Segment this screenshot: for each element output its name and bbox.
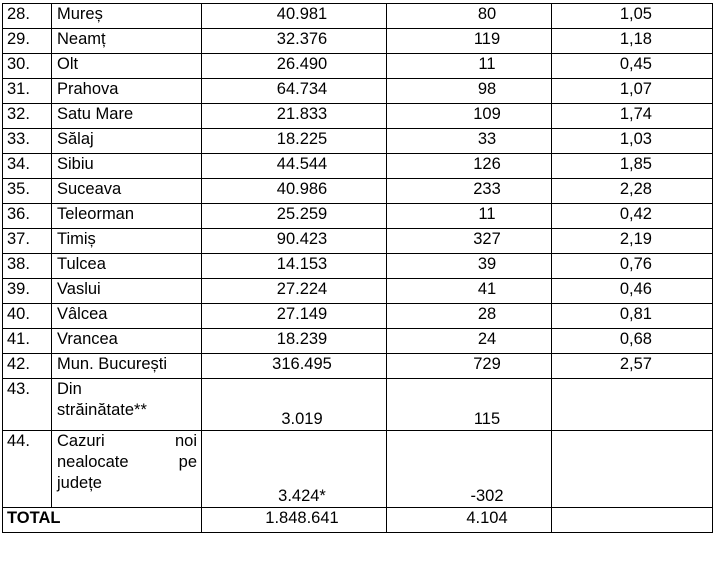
new-cases: 11 (387, 54, 552, 79)
new-cases: 126 (387, 154, 552, 179)
total-label: TOTAL (3, 508, 202, 533)
table-row (3, 104, 713, 129)
row-number: 41. (3, 329, 52, 354)
incidence-rate: 0,42 (552, 204, 713, 229)
table-row (3, 329, 713, 354)
total-cases: 40.986 (202, 179, 387, 204)
row-number: 30. (3, 54, 52, 79)
total-new-cases-sum: 4.104 (387, 508, 552, 533)
total-cases: 27.149 (202, 304, 387, 329)
total-cases: 44.544 (202, 154, 387, 179)
word: noi (174, 432, 197, 450)
new-cases: 33 (387, 129, 552, 154)
county-cases-table (2, 3, 713, 533)
total-cases: 26.490 (202, 54, 387, 79)
table-row-total (3, 508, 713, 533)
total-cases: 40.981 (202, 4, 387, 29)
row-number: 36. (3, 204, 52, 229)
total-cases: 21.833 (202, 104, 387, 129)
county-name: Suceava (52, 179, 202, 204)
county-name: Prahova (52, 79, 202, 104)
county-name: Neamț (52, 29, 202, 54)
new-cases: 41 (387, 279, 552, 304)
table-row (3, 4, 713, 29)
unallocated-line-3: județe (57, 474, 102, 492)
table-row (3, 229, 713, 254)
incidence-rate: 2,57 (552, 354, 713, 379)
unallocated-line-1 (57, 431, 197, 452)
new-cases: 80 (387, 4, 552, 29)
unallocated-line-2 (57, 452, 197, 473)
total-cases: 3.019 (202, 379, 387, 431)
county-name: Vâlcea (52, 304, 202, 329)
table-row (3, 254, 713, 279)
table-row (3, 279, 713, 304)
incidence-rate: 0,76 (552, 254, 713, 279)
county-name: Olt (52, 54, 202, 79)
total-cases: 27.224 (202, 279, 387, 304)
incidence-rate: 1,03 (552, 129, 713, 154)
incidence-rate (552, 379, 713, 431)
total-cases: 18.225 (202, 129, 387, 154)
total-cases: 64.734 (202, 79, 387, 104)
table-row-abroad (3, 379, 713, 431)
new-cases: 24 (387, 329, 552, 354)
new-cases: 98 (387, 79, 552, 104)
total-cases: 25.259 (202, 204, 387, 229)
row-number: 29. (3, 29, 52, 54)
incidence-rate: 1,85 (552, 154, 713, 179)
word: nealocate (57, 453, 129, 471)
total-cases: 14.153 (202, 254, 387, 279)
row-number: 34. (3, 154, 52, 179)
total-cases-sum: 1.848.641 (202, 508, 387, 533)
incidence-rate: 1,07 (552, 79, 713, 104)
incidence-rate: 1,05 (552, 4, 713, 29)
new-cases: 729 (387, 354, 552, 379)
table-row (3, 29, 713, 54)
row-number: 28. (3, 4, 52, 29)
incidence-rate: 2,19 (552, 229, 713, 254)
incidence-rate: 1,18 (552, 29, 713, 54)
incidence-rate: 0,45 (552, 54, 713, 79)
new-cases: -302 (387, 431, 552, 508)
table-row (3, 154, 713, 179)
incidence-rate: 1,74 (552, 104, 713, 129)
county-name: Mureș (52, 4, 202, 29)
incidence-rate: 0,81 (552, 304, 713, 329)
incidence-rate (552, 431, 713, 508)
county-name-unallocated (52, 431, 202, 508)
word: Cazuri (57, 432, 105, 450)
row-number: 31. (3, 79, 52, 104)
total-cases: 18.239 (202, 329, 387, 354)
incidence-rate: 0,68 (552, 329, 713, 354)
total-cases: 90.423 (202, 229, 387, 254)
row-number: 32. (3, 104, 52, 129)
new-cases: 119 (387, 29, 552, 54)
row-number: 44. (3, 431, 52, 508)
table-row (3, 54, 713, 79)
row-number: 35. (3, 179, 52, 204)
county-name: Sibiu (52, 154, 202, 179)
new-cases: 109 (387, 104, 552, 129)
county-name-abroad (52, 379, 202, 431)
county-name: Satu Mare (52, 104, 202, 129)
table-row (3, 129, 713, 154)
table-row (3, 179, 713, 204)
row-number: 40. (3, 304, 52, 329)
row-number: 33. (3, 129, 52, 154)
new-cases: 233 (387, 179, 552, 204)
row-number: 38. (3, 254, 52, 279)
new-cases: 327 (387, 229, 552, 254)
total-cases: 32.376 (202, 29, 387, 54)
abroad-line-2: străinătate** (57, 401, 147, 419)
row-number: 42. (3, 354, 52, 379)
incidence-rate (552, 508, 713, 533)
table-row (3, 204, 713, 229)
row-number: 43. (3, 379, 52, 431)
table-row (3, 304, 713, 329)
county-name: Vrancea (52, 329, 202, 354)
county-name: Vaslui (52, 279, 202, 304)
county-name: Tulcea (52, 254, 202, 279)
row-number: 39. (3, 279, 52, 304)
abroad-line-1: Din (57, 380, 82, 398)
table-row (3, 354, 713, 379)
table-row (3, 79, 713, 104)
total-cases: 3.424* (202, 431, 387, 508)
word: pe (178, 453, 197, 471)
county-name: Mun. București (52, 354, 202, 379)
county-name: Timiș (52, 229, 202, 254)
county-name: Sălaj (52, 129, 202, 154)
new-cases: 28 (387, 304, 552, 329)
incidence-rate: 0,46 (552, 279, 713, 304)
total-cases: 316.495 (202, 354, 387, 379)
new-cases: 39 (387, 254, 552, 279)
new-cases: 11 (387, 204, 552, 229)
new-cases: 115 (387, 379, 552, 431)
table-row-unallocated (3, 431, 713, 508)
county-name: Teleorman (52, 204, 202, 229)
incidence-rate: 2,28 (552, 179, 713, 204)
row-number: 37. (3, 229, 52, 254)
